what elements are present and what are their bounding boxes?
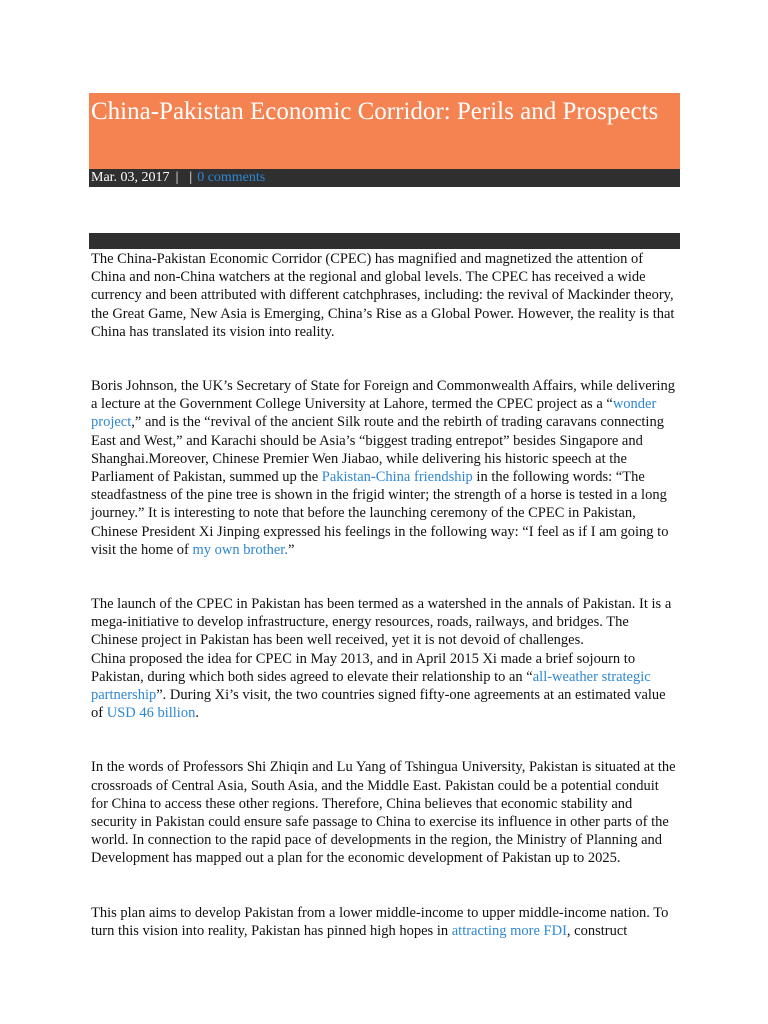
meta-separator: |: [189, 170, 193, 185]
paragraph-text: In the words of Professors Shi Zhiqin and Lu Yang of Tshingua University, Pakistan is situated at the crossroads of Central Asia, South Asia, and the Middle East. Pakistan could be a potential conduit for China to access these other regions. Therefore, China believes that economic stability and security in Pakistan could ensure safe passage to China to exercise its influence in other parts of the world. In connection to the rapid pace of developments in the region, the Ministry of Planning and Development has mapped out a plan for the economic development of Pakistan up to 2025.: [91, 759, 676, 867]
paragraph-text: China proposed the idea for CPEC in May 2013, and in April 2015 Xi made a brief sojourn to Pakistan, during which both sides agreed to elevate their relationship to an “: [91, 650, 636, 685]
inline-link[interactable]: USD 46 billion: [106, 705, 196, 722]
inline-link[interactable]: wonder project: [91, 396, 657, 431]
inline-link[interactable]: all-weather strategic partnership: [91, 668, 651, 704]
paragraph-text: in the following words: “The steadfastness of the pine tree is shown in the frigid winter; the strength of a horse is tested in a long journey.” It is interesting to note that before the launching ceremony of the CPEC in Pakistan, Chinese President Xi Jinping expressed his feelings in the following way: “I feel as if I am going to visit the home of: [91, 469, 669, 558]
article-paragraph: [91, 758, 677, 867]
inline-link[interactable]: attracting more FDI: [451, 922, 567, 939]
article-body: [91, 250, 677, 940]
paragraph-text: The China-Pakistan Economic Corridor (CPEC) has magnified and magnetized the attention of China and non-China watchers at the regional and global levels. The CPEC has received a wide currency and been attributed with different catchphrases, including: the revival of Mackinder theory, the Great Game, New Asia is Emerging, China’s Rise as a Global Power. However, the reality is that China has translated its vision into reality.: [91, 251, 675, 340]
paragraph-text: Boris Johnson, the UK’s Secretary of State for Foreign and Commonwealth Affairs, while delivering a lecture at the Government College University at Lahore, termed the CPEC project as a “: [91, 378, 676, 413]
inline-link[interactable]: my own brother.: [192, 541, 288, 558]
paragraph-text: .: [195, 705, 199, 722]
paragraph-text: ”. During Xi’s visit, the two countries signed fifty-one agreements at an estimated value of: [91, 687, 666, 722]
paragraph-text: , construct: [566, 922, 628, 939]
article-meta-bar: [89, 169, 680, 187]
paragraph-text: This plan aims to develop Pakistan from a lower middle-income to upper middle-income nation. To turn this vision into reality, Pakistan has pinned high hopes in: [91, 904, 669, 939]
paragraph-text: ”: [287, 541, 295, 558]
article-paragraph: [91, 377, 677, 559]
article-title: China-Pakistan Economic Corridor: Perils and Prospects: [91, 98, 659, 125]
comments-link[interactable]: 0 comments: [197, 170, 266, 185]
paragraph-text: ,” and is the “revival of the ancient Silk route and the rebirth of trading caravans connecting East and West,” and Karachi should be Asia’s “biggest trading entrepot” besides Singapore and Shanghai.Moreover, Chinese Premier Wen Jiabao, while delivering his historic speech at the Parliament of Pakistan, summed up the: [91, 414, 664, 486]
paragraph-text: The launch of the CPEC in Pakistan has been termed as a watershed in the annals of Pakistan. It is a mega-initiative to develop infrastructure, energy resources, roads, railways, and bridges. The Chinese project in Pakistan has been well received, yet it is not devoid of challenges.: [91, 596, 672, 649]
article-paragraph: [91, 595, 677, 722]
meta-separator: |: [175, 170, 179, 185]
publish-date: Mar. 03, 2017: [91, 170, 170, 185]
inline-link[interactable]: Pakistan-China friendship: [321, 469, 473, 486]
article-paragraph: [91, 250, 677, 341]
section-divider-bar: [89, 233, 680, 249]
article-paragraph: [91, 904, 677, 940]
